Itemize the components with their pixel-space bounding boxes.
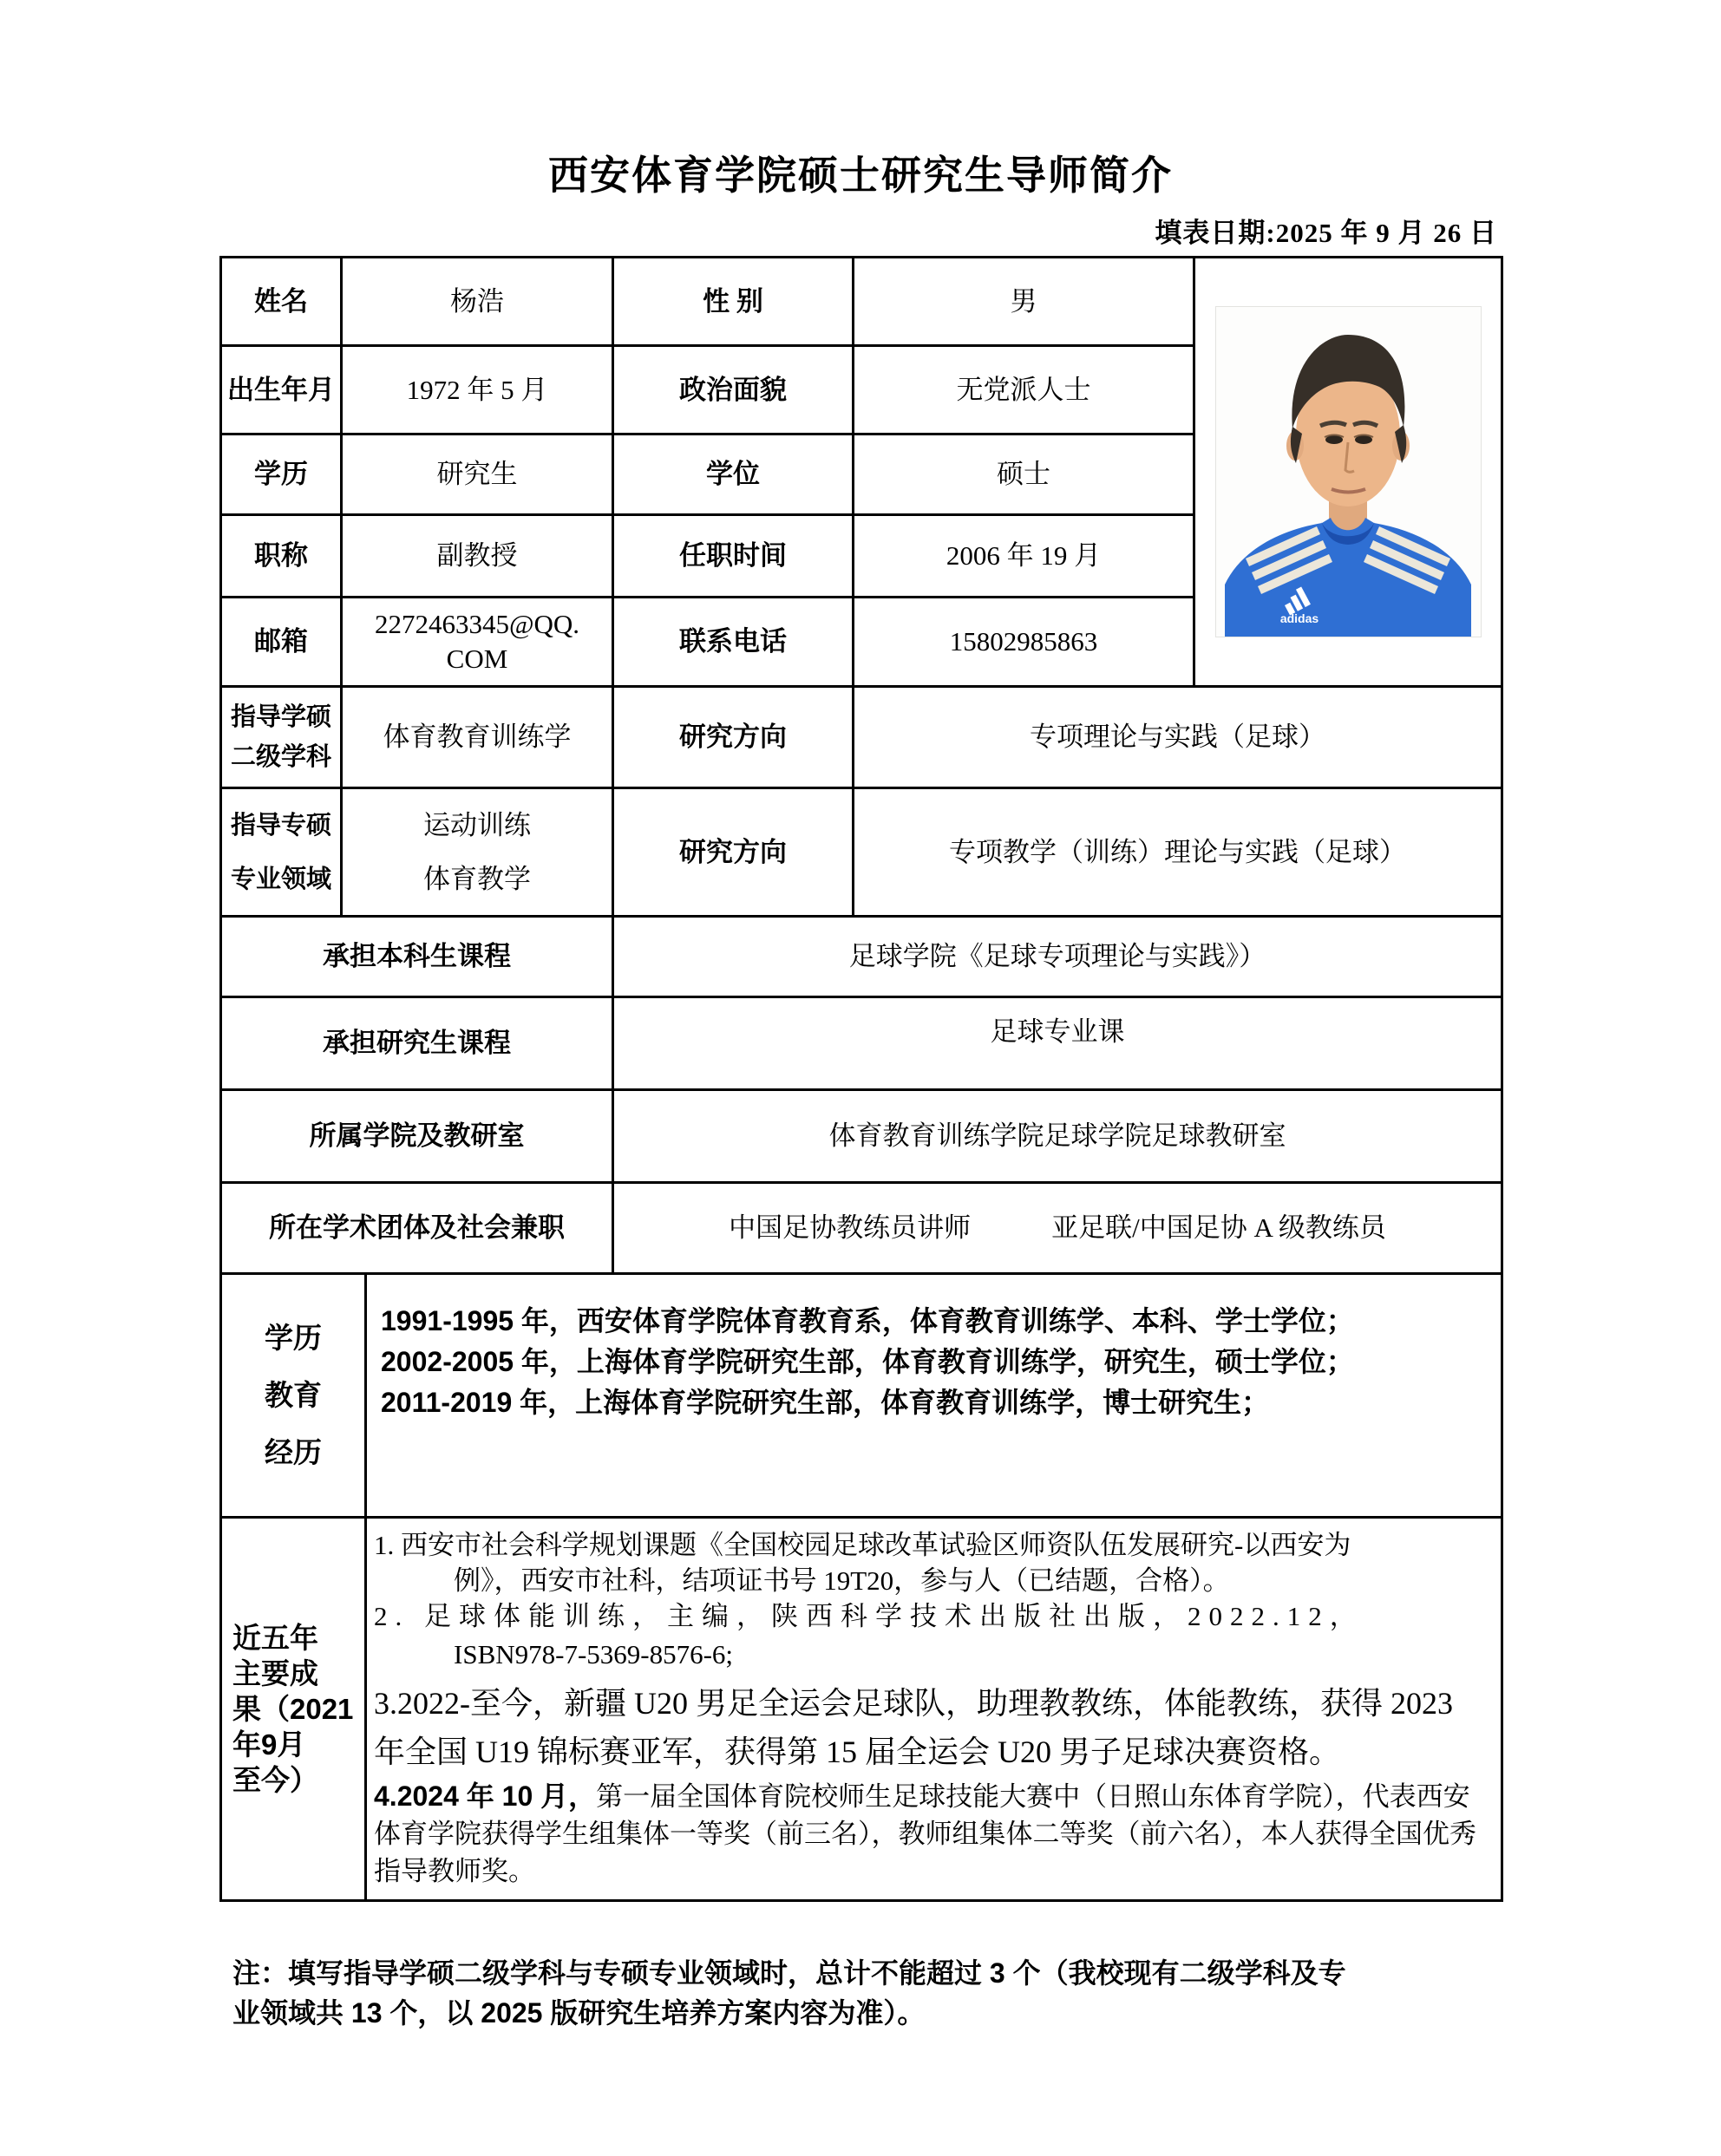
education-history-line: 2002-2005 年，上海体育学院研究生部，体育教育训练学，研究生，硕士学位； [381,1346,1354,1377]
degree-label: 学位 [613,434,854,515]
education-history-label [221,1274,366,1518]
table-row [221,997,1502,1090]
footnote-line2: 业领域共 13 个，以 2025 版研究生培养方案内容为准）。 [232,1997,926,2029]
table-row [221,687,1502,788]
graduate-course-label: 承担研究生课程 [221,997,613,1090]
phone-label: 联系电话 [613,598,854,687]
undergrad-course-value: 足球学院《足球专项理论与实践》） [613,917,1502,997]
name-value: 杨浩 [342,258,613,346]
footnote [232,1953,1499,2033]
achievements-label-line: 果（2021 [232,1693,354,1725]
achievement-item-4-rest: 第一届全国体育院校师生足球技能大赛中（日照山东体育学院），代表西安体育学院获得学生组集体一等奖（前三名），教师组集体二等奖（前六名），本人获得全国优秀指导教师奖。 [374,1781,1476,1886]
education-value: 研究生 [342,434,613,515]
achievements-label-line: 年9月 [232,1728,306,1761]
table-row [221,258,1502,346]
advisor-photo [1195,306,1501,637]
academic-discipline-label: 指导学硕二级学科 [221,687,342,788]
achievements-content [366,1518,1502,1901]
achievement-item-1-line1: 1. 西安市社会科学规划课题《全国校园足球改革试验区师资队伍发展研究-以西安为 [374,1530,1351,1560]
professional-direction-label: 研究方向 [613,788,854,917]
professional-field-value [342,788,613,917]
undergrad-course-label: 承担本科生课程 [221,917,613,997]
tenure-label: 任职时间 [613,515,854,598]
education-history-line: 2011-2019 年，上海体育学院研究生部，体育教育训练学，博士研究生； [381,1387,1270,1418]
title-value: 副教授 [342,515,613,598]
graduate-course-value: 足球专业课 [613,997,1502,1090]
birth-value: 1972 年 5 月 [342,346,613,434]
table-row [221,1183,1502,1274]
department-label: 所属学院及教研室 [221,1090,613,1183]
achievements-label-line: 主要成 [232,1657,318,1689]
birth-label: 出生年月 [221,346,342,434]
education-history-label-line: 经历 [265,1436,322,1468]
politics-label: 政治面貌 [613,346,854,434]
photo-cell [1194,258,1502,687]
history-table [219,1272,1503,1902]
email-label: 邮箱 [221,598,342,687]
achievements-label-line: 至今） [232,1764,318,1796]
table-row [221,1274,1502,1518]
svg-text:adidas: adidas [1279,611,1319,625]
table-row [221,788,1502,917]
phone-value: 15802985863 [854,598,1194,687]
courses-table [219,915,1503,1275]
tenure-value: 2006 年 19 月 [854,515,1194,598]
politics-value: 无党派人士 [854,346,1194,434]
education-label: 学历 [221,434,342,515]
professional-field-label: 指导专硕专业领域 [221,788,342,917]
degree-value: 硕士 [854,434,1194,515]
education-history-label-line: 教育 [265,1379,322,1411]
achievement-item-3: 3.2022-至今，新疆 U20 男足全运会足球队，助理教教练，体能教练，获得 2023 年全国 U19 锦标赛亚军，获得第 15 届全运会 U20 男子足球决赛资格。 [374,1686,1453,1769]
email-value: 2272463345@QQ.COM [342,598,613,687]
table-row [221,1090,1502,1183]
achievements-label [221,1518,366,1901]
academic-direction-value: 专项理论与实践（足球） [854,687,1502,788]
professional-direction-value: 专项教学（训练）理论与实践（足球） [854,788,1502,917]
professional-field-line2: 体育教学 [423,863,531,894]
achievement-item-2 [374,1598,1487,1676]
academic-direction-label: 研究方向 [613,687,854,788]
gender-label: 性 别 [613,258,854,346]
professional-field-line1: 运动训练 [423,809,531,840]
academic-discipline-value: 体育教育训练学 [342,687,613,788]
page-title: 西安体育学院硕士研究生导师简介 [548,154,1173,198]
achievement-item-1-line2: 例》，西安市社科，结项证书号 19T20，参与人（已结题，合格）。 [454,1565,1230,1596]
department-value: 体育教育训练学院足球学院足球教研室 [613,1090,1502,1183]
achievement-item-2-line1: 2. 足球体能训练，主编，陕西科学技术出版社出版，2022.12， [374,1601,1364,1631]
fill-date: 填表日期:2025 年 9 月 26 日 [1155,218,1497,248]
table-row [221,1518,1502,1901]
achievement-item-4-lead: 4.2024 年 10 月， [374,1780,597,1812]
table-row [221,917,1502,997]
basic-info-table [219,256,1503,918]
society-value: 中国足协教练员讲师 亚足联/中国足协 A 级教练员 [613,1183,1502,1274]
achievement-item-2-line2: ISBN978-7-5369-8576-6; [454,1639,734,1669]
achievement-item-1 [374,1527,1487,1598]
education-history-content [366,1274,1502,1518]
achievement-item-4 [374,1778,1487,1890]
advisor-form-table [219,256,1501,1902]
title-label: 职称 [221,515,342,598]
achievements-label-line: 近五年 [232,1622,318,1654]
name-label: 姓名 [221,258,342,346]
education-history-label-line: 学历 [265,1322,322,1354]
portrait-photo-graphic [1215,306,1482,637]
society-label: 所在学术团体及社会兼职 [221,1183,613,1274]
education-history-line: 1991-1995 年，西安体育学院体育教育系，体育教育训练学、本科、学士学位； [381,1305,1354,1336]
footnote-line1: 注：填写指导学硕二级学科与专硕专业领域时，总计不能超过 3 个（我校现有二级学科及专 [232,1957,1346,1989]
gender-value: 男 [854,258,1194,346]
